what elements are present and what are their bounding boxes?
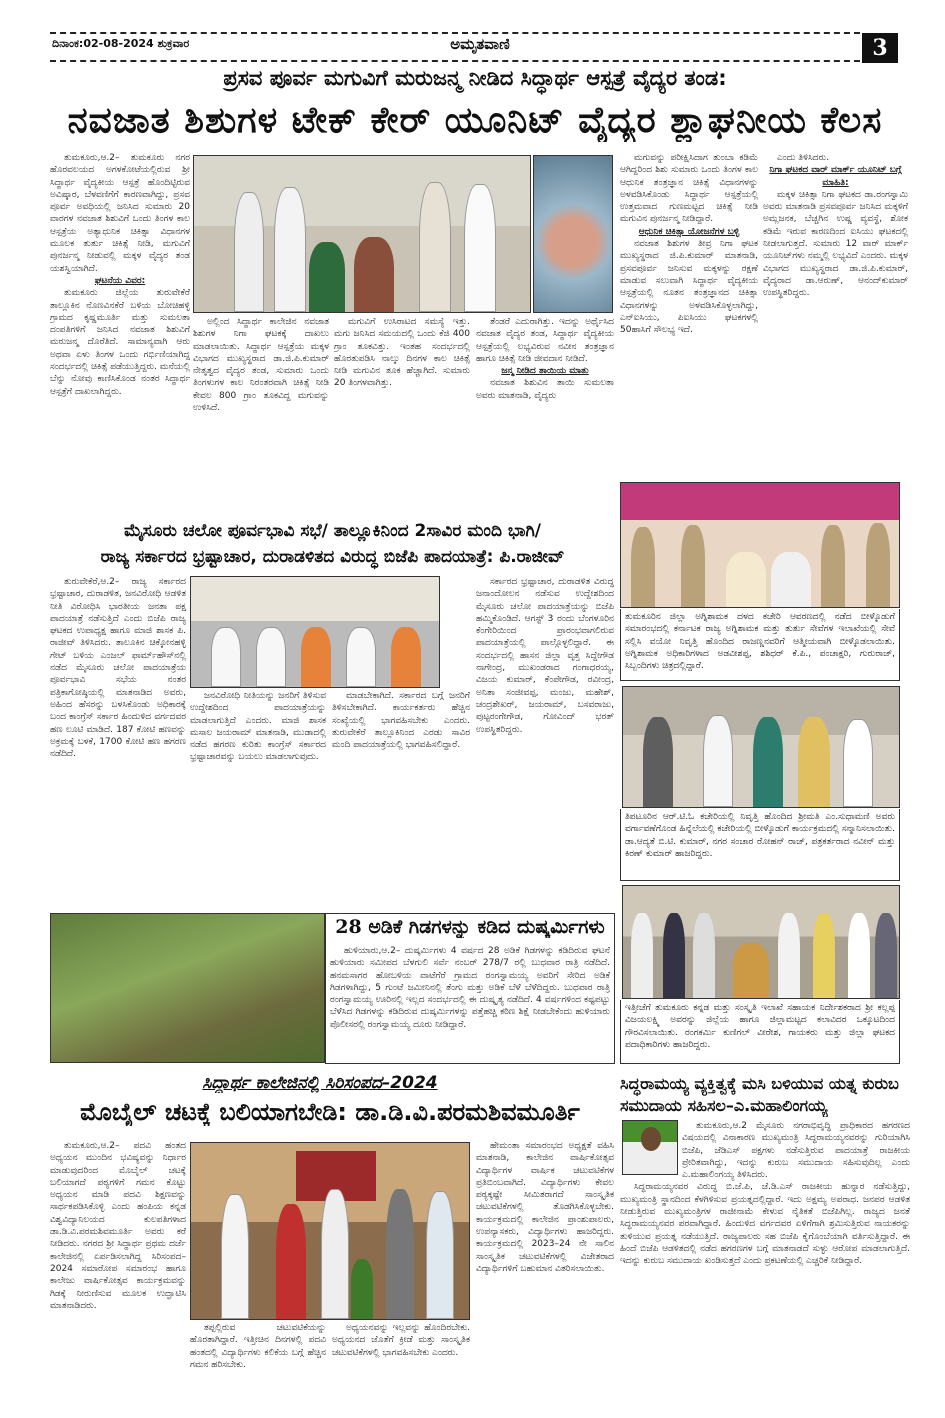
story2-body: ತುರುವೇಕೆರೆ,ಆ.2– ರಾಜ್ಯ ಸರ್ಕಾರದ ಭ್ರಷ್ಟಾಚಾರ, ದುರಾಡಳಿತ, ಜನವಿರೋಧಿ ಆಡಳಿತ ನೀತಿ ವಿರೋಧಿಸಿ ಭಾರತೀಯ ಜನತಾ ಪಕ್ಷ ಪಾದಯಾತ್ರೆ ನಡೆಸುತ್ತಿದೆ ಎಂದು ಬಿಜೆಪಿ ರಾಜ್ಯ ಘಟಕದ ಉಪಾಧ್ಯಕ್ಷ ಹಾಗೂ ಮಾಜಿ ಶಾಸಕ ಪಿ. ರಾಜೀವ್ ತಿಳಿಸಿದರು. ತಾಲೂಕಿನ ಚಿಕ್ಕೋನಹಳ್ಳಿ ಗೇಟ್ ಬಳಿಯ ಎಂಜಲ್ ಫಾರ್ಮ್‌ಹೌಸ್‌ನಲ್ಲಿ ನಡೆದ ಮೈಸೂರು ಚಲೋ ಪಾದಯಾತ್ರೆಯ ಪೂರ್ವಭಾವಿ ಸಭೆಯ ನಂತರ ಪತ್ರಿಕಾಗೋಷ್ಠಿಯಲ್ಲಿ ಮಾತನಾಡಿದ ಅವರು, ಅಹಿಂದ ಹೆಸರನ್ನು ಬಳಸಿಕೊಂಡು ಅಧಿಕಾರಕ್ಕೆ ಬಂದ ಕಾಂಗ್ರೆಸ್ ಸರ್ಕಾರ ಹಿಂದುಳಿದ ವರ್ಗದವರ ಹಣ ಲೂಟಿ ಮಾಡಿದೆ. 187 ಕೋಟಿ ಹಣವನ್ನು ಅಕ್ರಮಕ್ಕೆ ಬಳಕೆ, 1700 ಕೋಟಿ ಹಣ ಹಗರಣ ನಡೆದಿದೆ.: [50, 577, 186, 760]
group-meeting-caption: ಇತ್ತೀಚೆಗೆ ತುಮಕೂರು ಕನ್ನಡ ಮತ್ತು ಸಂಸ್ಕೃತಿ ಇಲಾಖೆ ಸಹಾಯಕ ನಿರ್ದೇಶಕರಾದ ಶ್ರೀ ಕಲ್ಲಪ್ಪ ವಿಜಯಲಕ್ಷ್ಮಿ ಅವರನ್ನು ಜಿಲ್ಲೆಯ ಹಾಗೂ ಜಿಲ್ಲಾಮಟ್ಟದ ಕಲಾವಿದರ ಒಕ್ಕೂಟದಿಂದ ಗೌರವಿಸಲಾಯಿತು. ರಂಗಕರ್ಮಿ ಕುಣಿಗಲ್ ವೀರೇಶ, ಗಾಯಕರು ಮತ್ತು ಜಿಲ್ಲಾ ಘಟಕದ ಪದಾಧಿಕಾರಿಗಳು ಹಾಜರಿದ್ದರು.: [620, 1000, 900, 1064]
story1-body: ಮಗುವನ್ನು ಪರೀಕ್ಷಿಸಿದಾಗ ತುಂಬಾ ಕಡಿಮೆ ಆಗಿದ್ದರಿಂದ ಶಿಶು ಸುಮಾರು ಒಂದು ತಿಂಗಳ ಕಾಲ ಆಧುನಿಕ ತಂತ್ರಜ್ಞಾನ ಚಿಕಿತ್ಸೆ ವಿಧಾನಗಳನ್ನು ಅಳವಡಿಸಿಕೊಂಡು ಸಿದ್ಧಾರ್ಥ ಆಸ್ಪತ್ರೆಯಲ್ಲಿ ಉತ್ತಮವಾದ ಗುಣಮಟ್ಟದ ಚಿಕಿತ್ಸೆ ನೀಡಿ ಮಗುವಿನ ಪುನರ್ಜನ್ಮ ನೀಡಿದ್ದಾರೆ.: [620, 153, 758, 225]
story4-col3: [332, 1322, 470, 1412]
story4-headline: ಮೊಬೈಲ್ ಚಟಕ್ಕೆ ಬಲಿಯಾಗಬೇಡಿ: ಡಾ.ಡಿ.ವಿ.ಪರಮಶಿವಮೂರ್ತಿ: [80, 1098, 580, 1126]
story1-subhead: ಆಧುನಿಕ ಚಿಕಿತ್ಸಾ ಯೋಜನೆಗಳ ಬಳ್ಳಿ: [638, 226, 740, 237]
story5-lead: ತುಮಕೂರು,ಆ.2 ಮೈಸೂರು ನಗರಾಭಿವೃದ್ಧಿ ಪ್ರಾಧಿಕಾರದ ಹಗರಣದ ವಿಷಯದಲ್ಲಿ ವಿನಾಕಾರಣ ಮುಖ್ಯಮಂತ್ರಿ ಸಿದ್ಧರಾಮಯ್ಯನವರನ್ನು ಗುರಿಯಾಗಿಸಿ ಬಿಜೆಪಿ, ಜೆಡಿಎಸ್ ಪಕ್ಷಗಳು ನಡೆಸುತ್ತಿರುವ ಪಾದಯಾತ್ರೆ ರಾಜಕೀಯ ಪ್ರೇರಿತವಾಗಿದ್ದು, ಇದನ್ನು ಕುರುಬ ಸಮುದಾಯ ಸಹಿಸುವುದಿಲ್ಲ ಎಂದು ಎ.ಮಹಾಲಿಂಗಯ್ಯ ತಿಳಿಸಿದರು.: [682, 1121, 910, 1181]
story2-body: ಜನವಿರೋಧಿ ನೀತಿಯನ್ನು ಜನರಿಗೆ ತಿಳಿಸುವ ಉದ್ದೇಶದಿಂದ ಪಾದಯಾತ್ರೆಯನ್ನು ಮಾಡಲಾಗುತ್ತಿದೆ ಎಂದರು. ಮಾಜಿ ಶಾಸಕ ಮಸಾಲ ಜಯರಾಮ್ ಮಾತನಾಡಿ, ಮುಡಾದಲ್ಲಿ ನಡೆದ ಹಗರಣ ಕುರಿತು ಕಾಂಗ್ರೆಸ್ ಸರ್ಕಾರದ ಭ್ರಷ್ಟಾಚಾರವನ್ನು ಬಯಲು ಮಾಡಲಾಗುವುದು.: [190, 691, 326, 763]
story1-col3: [334, 316, 470, 512]
story1-kicker: ಪ್ರಸವ ಪೂರ್ವ ಮಗುವಿಗೆ ಮರುಜನ್ಮ ನೀಡಿದ ಸಿದ್ಧಾರ್ಥ ಆಸ್ಪತ್ರೆ ವೈದ್ಯರ ತಂಡ:: [223, 66, 727, 90]
story1-body: ಅಲ್ಲಿಂದ ಸಿದ್ಧಾರ್ಥ ಕಾಲೇಜಿನ ನವಜಾತ ಶಿಶುಗಳ ನಿಗಾ ಘಟಕಕ್ಕೆ ದಾಖಲು ಮಾಡಲಾಯಿತು. ಸಿದ್ಧಾರ್ಥ ಆಸ್ಪತ್ರೆಯ ಮಕ್ಕಳ ವಿಭಾಗದ ಮುಖ್ಯಸ್ಥರಾದ ಡಾ.ಜಿ.ಪಿ.ಕುಮಾರ್ ನೇತೃತ್ವದ ವೈದ್ಯರ ತಂಡ, ಸುಮಾರು ಒಂದು ತಿಂಗಳುಗಳ ಕಾಲ ನಿರಂತರವಾಗಿ ಚಿಕಿತ್ಸೆ ನೀಡಿ ಕೇವಲ 800 ಗ್ರಾಂ ತೂಕವಿದ್ದ ಮಗುವನ್ನು ಉಳಿಸಿದೆ.: [193, 317, 329, 414]
story2-body: ಸರ್ಕಾರದ ಭ್ರಷ್ಟಾಚಾರ, ದುರಾಡಳಿತ ವಿರುದ್ಧ ಜನಾಂದೋಲನ ನಡೆಸುವ ಉದ್ದೇಶದಿಂದ ಮೈಸೂರು ಚಲೋ ಪಾದಯಾತ್ರೆಯನ್ನು ಬಿಜೆಪಿ ಹಮ್ಮಿಕೊಂಡಿದೆ. ಆಗಸ್ಟ್ 3 ರಂದು ಬೆಂಗಳೂರಿನ ಕೆಂಗೇರಿಯಿಂದ ಪ್ರಾರಂಭವಾಗಲಿರುವ ಪಾದಯಾತ್ರೆಯಲ್ಲಿ ಪಾಲ್ಗೊಳ್ಳಲಿದ್ದಾರೆ. ಈ ಸಂದರ್ಭದಲ್ಲಿ ಹಾಸನ ಜಿಲ್ಲಾ ವೃತ್ತ ಸಿದ್ದೇಗೌಡ ನಾಗೇಂದ್ರ, ಮುಖಂಡರಾದ ಗಂಗಾಧರಯ್ಯ, ವಿಜಯ ಕುಮಾರ್, ಕೆಂಪೇಗೌಡ, ರವೀಂದ್ರ, ಅನಿತಾ ಸಂಜೀವಪ್ಪ, ಮಂಜು, ಮಹೇಶ್, ಚಂದ್ರಶೇಖರ್, ಜಯರಾಮ್, ಬಸವರಾಜು, ಪುಟ್ಟರಂಗೇಗೌಡ, ಗೋವಿಂದ್ ಭರತ್ ಉಪಸ್ಥಿತರಿದ್ದರು.: [476, 577, 614, 735]
story4-body: ಅಧ್ಯಯನವನ್ನು ಇಲ್ಲವನ್ನು ಹೊಂದಿರಬೇಕು. ಅಧ್ಯಯನದ ಜೊತೆಗೆ ಕ್ರೀಡೆ ಮತ್ತು ಸಾಂಸ್ಕೃತಿಕ ಚಟುವಟಿಕೆಗಳಲ್ಲಿ ಭಾಗವಹಿಸಬೇಕು ಎಂದರು.: [332, 1323, 470, 1358]
story3-headline: 28 ಅಡಿಕೆ ಗಿಡಗಳನ್ನು ಕಡಿದ ದುಷ್ಕರ್ಮಿಗಳು: [335, 916, 605, 938]
story1-col4: [476, 316, 614, 512]
story2-headline: [50, 518, 615, 570]
group-meeting-photo: [622, 885, 900, 999]
story1-col2: [193, 316, 329, 512]
story1-body: ಮಕ್ಕಳ ಚಿಕಿತ್ಸಾ ನಿಗಾ ಘಟಕದ ಡಾ.ರಂಗಸ್ವಾಮಿ ಅವರು ಮಾತನಾಡಿ ಪ್ರಸವಪೂರ್ವ ಜನಿಸಿದ ಮಕ್ಕಳಿಗೆ ಅಮ್ಲಜನಕ, ಬೆಚ್ಚಗಿನ ಉಷ್ಣ ವ್ಯವಸ್ಥೆ, ಶೋಕ ಕಡಿಮೆ ಇರುವ ಕಾರಣದಿಂದ ಐಸಿಯು ಘಟಕದಲ್ಲಿ ನೀಡಲಾಗುತ್ತದೆ. ಸುಮಾರು 12 ವಾರ್ ಮಾರ್ಕ್ ಯೂನಿಟ್‌ಗಳು ನಮ್ಮಲ್ಲಿ ಲಭ್ಯವಿದೆ ಎಂದರು. ಮಕ್ಕಳ ವಿಭಾಗದ ಮುಖ್ಯಸ್ಥರಾದ ಡಾ.ಜಿ.ಪಿ.ಕುಮಾರ್, ವೈದ್ಯರಾದ ಡಾ.ಆರುಣ್, ಆನಂದ್‌ಕುಮಾರ್ ಉಪಸ್ಥಿತರಿದ್ದರು.: [763, 189, 908, 299]
felicitation-photo: [622, 686, 900, 808]
story4-col4: [476, 1140, 614, 1412]
story1-body: ತುಮಕೂರು ಜಿಲ್ಲೆಯ ತುರುವೇಕೆರೆ ತಾಲ್ಲೂಕಿನ ನೊಣವಿನಕೆರೆ ಬಳಿಯ ಬೋಚಿಹಳ್ಳಿ ಗ್ರಾಮದ ಕೃಷ್ಣಮೂರ್ತಿ ಮತ್ತು ಸುಮಲತಾ ದಂಪತಿಗಳಿಗೆ ಜನಿಸಿದ ನವಜಾತ ಶಿಶುವಿಗೆ ಮರುಜನ್ಮ ದೊರೆತಿದೆ. ಸಾಮಾನ್ಯವಾಗಿ ಆರು ಅಥವಾ ಏಳು ತಿಂಗಳ ಒಂದು ಗರ್ಭಿಣಿಯಾಗಿದ್ದ ಸಂದರ್ಭದಲ್ಲಿ ಚಿಕಿತ್ಸೆ ಪಡೆಯುತ್ತಿದ್ದರು. ಮನೆಯಲ್ಲಿ ಬೆನ್ನು ನೋವು ಕಾಣಿಸಿಕೊಂಡ ನಂತರ ಸಿದ್ಧಾರ್ಥ ಆಸ್ಪತ್ರೆಗೆ ದಾಖಲಾಗಿದ್ದರು.: [50, 288, 190, 397]
header-rule-bottom: [50, 60, 860, 62]
story2-col4: [476, 576, 614, 910]
story2-col2: [190, 690, 326, 910]
newborn-photo: [533, 155, 613, 313]
story5-body: [620, 1120, 910, 1412]
story1-body: ನವಜಾತ ಶಿಶುವಿನ ತಾಯಿ ಸುಮಲತಾ ಅವರು ಮಾತನಾಡಿ, ವೈದ್ಯರು: [476, 378, 614, 401]
story4-body: ತುಮಕೂರು,ಆ.2– ಪದವಿ ಹಂತದ ಅಧ್ಯಯನ ಮುಂದಿನ ಭವಿಷ್ಯವನ್ನು ನಿರ್ಧಾರ ಮಾಡುವುದರಿಂದ ಮೊಬೈಲ್ ಚಟಕ್ಕೆ ಬಲಿಯಾಗದೆ ಪಠ್ಯಗಳಿಗೆ ಗಮನ ಕೊಟ್ಟು ಅಧ್ಯಯನ ಮಾಡಿ ಪದವಿ ಶಿಕ್ಷಣವನ್ನು ಸಾರ್ಥಕಪಡಿಸಿಕೊಳ್ಳಿ ಎಂದು ಹಂಪಿಯ ಕನ್ನಡ ವಿಶ್ವವಿದ್ಯಾನಿಲಯದ ಕುಲಪತಿಗಳಾದ ಡಾ.ಡಿ.ವಿ.ಪರಮಶಿವಮೂರ್ತಿ ಅವರು ಕರೆ ನೀಡಿದರು. ನಗರದ ಶ್ರೀ ಸಿದ್ಧಾರ್ಥ ಪ್ರಥಮ ದರ್ಜೆ ಕಾಲೇಜಿನಲ್ಲಿ ಏರ್ಪಡಿಸಲಾಗಿದ್ದ ಸಿರಿಸಂಪದ–2024 ಸಮಾರೋಪ ಸಮಾರಂಭ ಹಾಗೂ ಕಾಲೇಜು ವಾರ್ಷಿಕೋತ್ಸವ ಕಾರ್ಯಕ್ರಮವನ್ನು ಗಿಡಕ್ಕೆ ನೀರುಣಿಸುವ ಮೂಲಕ ಉದ್ಘಾಟಿಸಿ ಮಾತನಾಡಿದರು.: [50, 1141, 186, 1311]
story4-col1: [50, 1140, 186, 1412]
story1-subhead: ನಿಗಾ ಘಟಕದ ವಾರ್ ಮಾರ್ಕ್ ಯೂನಿಟ್ ಬಗ್ಗೆ ಮಾಹಿತಿ:: [769, 165, 902, 188]
story2-col3: [332, 690, 470, 910]
felicitation-caption: ತಿಪಟೂರಿನ ಆರ್.ಟಿ.ಓ ಕಚೇರಿಯಲ್ಲಿ ನಿವೃತ್ತಿ ಹೊಂದಿದ ಶ್ರೀಮತಿ ಎಂ.ಸುಧಾಮಣಿ ಅವರು ವರ್ಗಾವಣೆಗೊಂಡ ಹಿನ್ನೆಲೆಯಲ್ಲಿ ಕಚೇರಿಯಲ್ಲಿ ಬೀಳ್ಕೊಡುಗೆ ಕಾರ್ಯಕ್ರಮದಲ್ಲಿ ಸನ್ಮಾನಿಸಲಾಯಿತು. ಡಾ.ಆದ್ಯತೆ ಬಿ.ಟಿ. ಕುಮಾರ್, ನಗರ ಸಂಚಾರ ರೋಹನ್ ರಾಜ್, ಪತ್ರಕರ್ತರಾದ ನವೀನ್ ಮತ್ತು ಕಿರಣ್ ಕುಮಾರ್ ಹಾಜರಿದ್ದರು.: [620, 809, 900, 881]
story2-body: ಮಾಡಬೇಕಾಗಿದೆ. ಸರ್ಕಾರದ ಬಗ್ಗೆ ಜನರಿಗೆ ತಿಳಿಸಬೇಕಾಗಿದೆ. ಕಾರ್ಯಕರ್ತರು ಹೆಚ್ಚಿನ ಸಂಖ್ಯೆಯಲ್ಲಿ ಭಾಗವಹಿಸಬೇಕು ಎಂದರು. ತುರುವೇಕೆರೆ ತಾಲ್ಲೂಕಿನಿಂದ ಎರಡು ಸಾವಿರ ಮಂದಿ ಪಾದಯಾತ್ರೆಯಲ್ಲಿ ಭಾಗವಹಿಸಲಿದ್ದಾರೆ.: [332, 691, 470, 751]
fire-dept-caption: ತುಮಕೂರಿನ ಜಿಲ್ಲಾ ಅಗ್ನಿಶಾಮಕ ದಳದ ಕಚೇರಿ ಆವರಣದಲ್ಲಿ ನಡೆದ ಬೀಳ್ಕೊಡುಗೆ ಸಮಾರಂಭದಲ್ಲಿ ಕರ್ನಾಟಕ ರಾಜ್ಯ ಅಗ್ನಿಶಾಮಕ ಮತ್ತು ತುರ್ತು ಸೇವೆಗಳ ಇಲಾಖೆಯಲ್ಲಿ ಸೇವೆ ಸಲ್ಲಿಸಿ ವಯೋ ನಿವೃತ್ತಿ ಹೊಂದಿದ ರಾಜಣ್ಣನವರಿಗೆ ಆತ್ಮೀಯವಾಗಿ ಬೀಳ್ಕೊಡಲಾಯಿತು. ಅಗ್ನಿಶಾಮಕ ಅಧಿಕಾರಿಗಳಾದ ಅಡವೀಶಪ್ಪ, ಶಶಿಧರ್ ಕೆ.ಪಿ., ಪಂಚಾಕ್ಷರಿ, ಗುರುರಾಜ್, ಸಿಬ್ಬಂದಿಗಳು ಚಿತ್ರದಲ್ಲಿದ್ದಾರೆ.: [620, 609, 900, 681]
story5-headline: ಸಿದ್ಧರಾಮಯ್ಯ ವ್ಯಕ್ತಿತ್ವಕ್ಕೆ ಮಸಿ ಬಳಿಯುವ ಯತ್ನ ಕುರುಬ ಸಮುದಾಯ ಸಹಿಸಲ–ಎ.ಮಹಾಲಿಂಗಯ್ಯ: [620, 1074, 899, 1115]
story2-headline-line2: ರಾಜ್ಯ ಸರ್ಕಾರದ ಭ್ರಷ್ಟಾಚಾರ, ದುರಾಡಳಿತದ ವಿರುದ್ಧ ಬಿಜೆಪಿ ಪಾದಯಾತ್ರೆ: ಪಿ.ರಾಜೀವ್: [100, 547, 565, 567]
issue-date: ದಿನಾಂಕ:02-08-2024 ಶುಕ್ರವಾರ: [52, 37, 190, 50]
doctors-team-photo: [193, 155, 531, 313]
story1-subhead: ಘಟನೆಯ ವಿವರ:: [94, 275, 146, 286]
header-rule-top: [50, 32, 860, 34]
fire-dept-farewell-photo: [620, 482, 900, 608]
story1-body: ಮಗುವಿಗೆ ಉಸಿರಾಟದ ಸಮಸ್ಯೆ ಇತ್ತು. ಮಗು ಜನಿಸಿದ ಸಮಯದಲ್ಲಿ ಒಂದು ಕೆಜಿ 400 ಗ್ರಾಂ ತೂಕವಿತ್ತು. ಇಂತಹ ಸಂದರ್ಭದಲ್ಲಿ ಹೊರತುಪಡಿಸಿ ನಾಲ್ಕು ದಿನಗಳ ಕಾಲ ಚಿಕಿತ್ಸೆ ನೀಡಿ ಮಗುವಿನ ತೂಕ ಹೆಚ್ಚಾಗಿದೆ. ಸುಮಾರು 20 ತಿಂಗಳವಾಗಿತ್ತು.: [334, 317, 470, 389]
felled-areca-trees-photo: [50, 913, 325, 1063]
story4-kicker: ಸಿದ್ಧಾರ್ಥ ಕಾಲೇಜಿನಲ್ಲಿ ಸಿರಿಸಂಪದ–2024: [202, 1073, 438, 1093]
story1-col1: [50, 152, 190, 512]
story2-headline-line1: ಮೈಸೂರು ಚಲೋ ಪೂರ್ವಭಾವಿ ಸಭೆ/ ತಾಲ್ಲೂಕಿನಿಂದ 2ಸಾವಿರ ಮಂದಿ ಭಾಗಿ/: [124, 521, 541, 541]
story4-body: ಹೇಮಂತಾ ಸಮಾರಂಭದ ಅಧ್ಯಕ್ಷತೆ ವಹಿಸಿ ಮಾತನಾಡಿ, ಕಾಲೇಜಿನ ವಾರ್ಷಿಕೋತ್ಸವ ವಿದ್ಯಾರ್ಥಿಗಳ ವಾರ್ಷಿಕ ಚಟುವಟಿಕೆಗಳ ಪ್ರತಿಬಿಂಬವಾಗಿದೆ. ವಿದ್ಯಾರ್ಥಿಗಳು ಕೇವಲ ಪಠ್ಯಕ್ಕಷ್ಟೇ ಸೀಮಿತರಾಗದೆ ಸಾಂಸ್ಕೃತಿಕ ಚಟುವಟಿಕೆಗಳಲ್ಲಿ ತೊಡಗಿಸಿಕೊಳ್ಳಬೇಕು. ಕಾರ್ಯಕ್ರಮದಲ್ಲಿ ಕಾಲೇಜಿನ ಪ್ರಾಂಶುಪಾಲರು, ಉಪನ್ಯಾಸಕರು, ವಿದ್ಯಾರ್ಥಿಗಳು ಹಾಜರಿದ್ದರು. ಕಾರ್ಯಕ್ರಮದಲ್ಲಿ 2023–24 ನೇ ಸಾಲಿನ ಸಾಂಸ್ಕೃತಿಕ ಚಟುವಟಿಕೆಗಳಲ್ಲಿ ವಿಜೇತರಾದ ವಿದ್ಯಾರ್ಥಿಗಳಿಗೆ ಬಹುಮಾನ ವಿತರಿಸಲಾಯಿತು.: [476, 1141, 614, 1274]
page-number: 3: [862, 33, 898, 63]
college-event-photo: [190, 1142, 470, 1320]
story1-body: ಎಂದು ತಿಳಿಸಿದರು.: [777, 153, 830, 163]
story3-text: ಹುಳಿಯಾರು,ಆ.2– ದುಷ್ಕರ್ಮಿಗಳು 4 ವರ್ಷದ 28 ಅಡಿಕೆ ಗಿಡಗಳನ್ನು ಕಡಿದಿರುವ ಘಟನೆ ಹುಳಿಯಾರು ಸಮೀಪದ ಬೆಳಗುಲಿ ಸರ್ವೆ ನಂಬರ್ 278/7 ರಲ್ಲಿ ಬುಧವಾರ ರಾತ್ರಿ ನಡೆದಿದೆ. ಹನಮಸಾಗರ ಹೋಬಳಿಯ ವಾಟೆಗೆರೆ ಗ್ರಾಮದ ರಂಗಸ್ವಾಮಯ್ಯ ಅವರಿಗೆ ಸೇರಿದ ಅಡಿಕೆ ಗಿಡಗಳಾಗಿದ್ದು, 5 ಗುಂಟೆ ಜಮೀನಿನಲ್ಲಿ ತೆಂಗು ಮತ್ತು ಅಡಿಕೆ ಬೆಳೆ ಬೆಳೆದಿದ್ದರು. ಬುಧವಾರ ರಾತ್ರಿ ರಂಗಸ್ವಾಮಯ್ಯ ಊರಿನಲ್ಲಿ ಇಲ್ಲದ ಸಂದರ್ಭದಲ್ಲಿ ಈ ದುಷ್ಕೃತ್ಯ ನಡೆದಿದೆ. 4 ವರ್ಷಗಳಿಂದ ಕಷ್ಟಪಟ್ಟು ಬೆಳೆಸಿದ ಗಿಡಗಳನ್ನು ಕಡಿದಿರುವ ದುಷ್ಕರ್ಮಿಗಳನ್ನು ಪತ್ತೆಹಚ್ಚಿ ಕಠಿಣ ಶಿಕ್ಷೆ ನೀಡಬೇಕೆಂದು ಹುಳಿಯಾರು ಪೊಲೀಸರಲ್ಲಿ ರಂಗಸ್ವಾಮಯ್ಯ ದೂರು ನೀಡಿದ್ದಾರೆ.: [330, 946, 610, 1030]
story1-lead: ತುಮಕೂರು,ಆ.2– ತುಮಕೂರು ನಗರ ಹೊರವಲಯದ ಅಗಳಕೋಟೆಯಲ್ಲಿರುವ ಶ್ರೀ ಸಿದ್ಧಾರ್ಥ ವೈದ್ಯಕೀಯ ಆಸ್ಪತ್ರೆ ಹೊಂದಿಟ್ಟಿರುವ ಅವಿಷ್ಕಾರ, ಬೆಳವಣಿಗೆಗೆ ಕಾರಣವಾಗಿದ್ದು, ಪ್ರಸವ ಪೂರ್ವ ಅವಧಿಯಲ್ಲಿ ಜನಿಸಿದ ಸುಮಾರು 20 ವಾರಗಳ ನವಜಾತ ಶಿಶುವಿಗೆ ಒಂದು ತಿಂಗಳ ಕಾಲ ಆಸ್ಪತ್ರೆಯ ಅತ್ಯಾಧುನಿಕ ಚಿಕಿತ್ಸಾ ವಿಧಾನಗಳ ಮೂಲಕ ತುರ್ತು ಚಿಕಿತ್ಸೆ ನೀಡಿ, ಮಗುವಿಗೆ ಪುನರ್ಜನ್ಮ ನೀಡುವಲ್ಲಿ ಮಕ್ಕಳ ವೈದ್ಯರ ತಂಡ ಯಶಸ್ವಿಯಾಗಿದೆ.: [50, 153, 190, 274]
story3-body: [330, 945, 610, 1062]
story4-body: ತಪ್ಪಲ್ಲಿರುವ ಚಟುವಟಿಕೆಯನ್ನು ಹೊರತಾಗಿದ್ದಾರೆ. ಇತ್ತೀಚಿನ ದಿನಗಳಲ್ಲಿ ಪದವಿ ಹಂತದಲ್ಲಿ ವಿದ್ಯಾರ್ಥಿಗಳು ಕಲಿಕೆಯ ಬಗ್ಗೆ ಹೆಚ್ಚಿನ ಗಮನ ಹರಿಸಬೇಕು.: [190, 1323, 326, 1370]
story1-headline: ನವಜಾತ ಶಿಶುಗಳ ಟೇಕ್ ಕೇರ್ ಯೂನಿಟ್ ವೈದ್ಯರ ಶ್ಲಾಘನೀಯ ಕೆಲಸ: [67, 100, 883, 141]
story2-col1: [50, 576, 186, 910]
story1-col5: [620, 152, 758, 480]
story5-text: ಸಿದ್ಧರಾಮಯ್ಯನವರ ವಿರುದ್ಧ ಬಿ.ಜೆ.ಪಿ, ಜೆ.ಡಿ.ಎಸ್ ರಾಜಕೀಯ ಹುನ್ನಾರ ನಡೆಸುತ್ತಿದ್ದು, ಮುಖ್ಯಮಂತ್ರಿ ಸ್ಥಾನದಿಂದ ಕೆಳಗಿಳಿಸುವ ಪ್ರಯತ್ನದಲ್ಲಿದ್ದಾರೆ. ಇದು ಅಕ್ಷಮ್ಯ ಅಪರಾಧ. ಜನಪರ ಆಡಳಿತ ನೀಡುತ್ತಿರುವ ಮುಖ್ಯಮಂತ್ರಿಗಳ ರಾಜೀನಾಮೆ ಕೇಳುವ ನೈತಿಕತೆ ಬಿಜೆಪಿಗಿಲ್ಲ. ರಾಜ್ಯದ ಜನತೆ ಸಿದ್ಧರಾಮಯ್ಯನವರ ಪರವಾಗಿದ್ದಾರೆ. ಹಿಂದುಳಿದ ವರ್ಗದವರ ಏಳಿಗೆಗಾಗಿ ಶ್ರಮಿಸುತ್ತಿರುವ ನಾಯಕರನ್ನು ತುಳಿಯುವ ಪ್ರಯತ್ನ ನಡೆಯುತ್ತಿದೆ. ರಾಜ್ಯಪಾಲರು ಸಹ ಬಿಜೆಪಿ ಕೈಗೊಂಬೆಯಾಗಿ ವರ್ತಿಸುತ್ತಿದ್ದಾರೆ. ಈ ಹಿಂದೆ ಬಿಜೆಪಿ ಆಡಳಿತದಲ್ಲಿ ನಡೆದ ಹಗರಣಗಳ ಬಗ್ಗೆ ಮಾತನಾಡದೆ ಸುಳ್ಳು ಆರೋಪ ಮಾಡಲಾಗುತ್ತಿದೆ. ಇದನ್ನು ಕುರುಬ ಸಮುದಾಯ ಖಂಡಿಸುತ್ತದೆ ಎಂದು ಪ್ರಕಟಣೆಯಲ್ಲಿ ಎಚ್ಚರಿಕೆ ನೀಡಿದ್ದಾರೆ.: [620, 1182, 910, 1267]
story1-subhead: ಜನ್ಮ ನೀಡಿದ ತಾಯಿಯ ಮಾತು: [501, 366, 589, 377]
story4-col2: [190, 1322, 326, 1412]
story1-body: ನವಜಾತ ಶಿಶುಗಳ ತೀವ್ರ ನಿಗಾ ಘಟಕ ಮುಖ್ಯಸ್ಥರಾದ ಜಿ.ಪಿ.ಕುಮಾರ್ ಮಾತನಾಡಿ, ಪ್ರಸವಪೂರ್ವ ಜನಿಸುವ ಮಕ್ಕಳನ್ನು ರಕ್ಷಣೆ ಮಾಡುವ ಸಲುವಾಗಿ ಸಿದ್ಧಾರ್ಥ ವೈದ್ಯಕೀಯ ಆಸ್ಪತ್ರೆಯಲ್ಲಿ ನೂತನ ತಂತ್ರಜ್ಞಾನದ ಚಿಕಿತ್ಸಾ ವಿಧಾನಗಳನ್ನು ಅಳವಡಿಸಿಕೊಳ್ಳಲಾಗಿದ್ದು, ಎನ್‌ಐಸಿಯು, ಪಿಐಸಿಯು ಘಟಕಗಳಲ್ಲಿ 50ಹಾಸಿಗೆ ಸೌಲಭ್ಯ ಇದೆ.: [620, 239, 758, 336]
story1-col6: [763, 152, 908, 480]
story1-body: ತೆಂಡರೆ ಎದುರಾಗಿತ್ತು. ಇದನ್ನು ಅರ್ಥೈಸಿದ ನವಜಾತ ವೈದ್ಯರ ತಂಡ, ಸಿದ್ಧಾರ್ಥ ವೈದ್ಯಕೀಯ ಆಸ್ಪತ್ರೆಯಲ್ಲಿ ಲಭ್ಯವಿರುವ ನವೀನ ತಂತ್ರಜ್ಞಾನ ಹಾಗೂ ಚಿಕಿತ್ಸೆ ನೀಡಿ ಜೀವದಾನ ನೀಡಿದೆ.: [476, 317, 614, 364]
masthead: ಅಮೃತವಾಣಿ: [450, 35, 510, 53]
bjp-meeting-photo: [190, 576, 440, 688]
